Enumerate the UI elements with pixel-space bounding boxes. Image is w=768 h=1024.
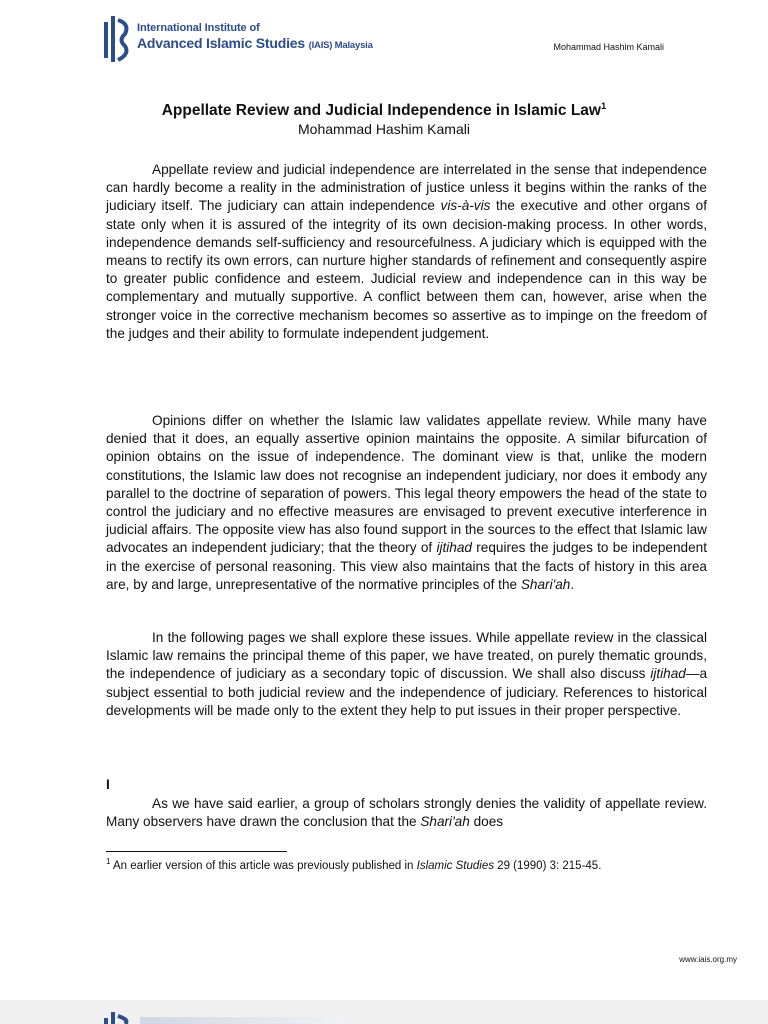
p1-italic: vis-à-vis	[440, 198, 491, 214]
p2-text-c: requires the judges to be independent in the exercise of personal reasoning. This view also maintains that the facts of history in this area are, by and large, unrepresentative of the normative principles of the	[106, 540, 707, 592]
p2-text-e: .	[570, 576, 575, 592]
p1-text-a: Appellate review and judicial independence are interrelated in the sense that independence can hardly become a reality in the administration of justice unless it begins within the ranks of the judiciary itself. The judiciary can attain independence	[106, 162, 707, 214]
paragraph-3	[106, 629, 707, 720]
iais-logo	[103, 16, 373, 64]
p2-italic-ijtihad: ijtihad	[436, 540, 472, 556]
footnote-italic: Islamic Studies	[416, 859, 494, 872]
footnote-marker: 1	[106, 857, 111, 866]
p4-italic-shariah: Shari'ah	[420, 814, 470, 830]
p3-text-c: —a subject essential to both judicial review and the independence of judiciary. References to historical developments will be made only to the extent they help to put issues in their proper perspective.	[106, 666, 707, 718]
footnote-text-c: 29 (1990) 3: 215-45.	[493, 859, 602, 872]
section-heading: I	[106, 777, 110, 792]
paragraph-4	[106, 795, 707, 831]
title-text: Appellate Review and Judicial Independence in Islamic Law	[161, 102, 601, 120]
p3-text-a: In the following pages we shall explore these issues. While appellate review in the classical Islamic law remains the principal theme of this paper, we have treated, on purely thematic grounds, the independence of judiciary as a secondary topic of discussion. We shall also discuss	[106, 630, 707, 682]
header-author: Mohammad Hashim Kamali	[553, 42, 664, 52]
p1-text-c: the executive and other organs of state only when it is assured of the integrity of its own decision-making process. In other words, independence demands self-sufficiency and resourcefulness. A judiciary which is equipped with the means to rectify its own errors, can nurture higher standards of refinement and consequently aspire to greater public confidence and esteem. Judicial review and independence can in this way be complementary and mutually supportive. A conflict between them can, however, arise when the stronger voice in the corrective mechanism becomes so assertive as to impinge on the freedom of the judges and their ability to formulate independent judgement.	[106, 198, 707, 341]
paragraph-1	[106, 161, 707, 343]
p2-italic-shariah: Shari'ah	[520, 576, 571, 592]
document-title	[0, 101, 768, 120]
logo-text-line2	[137, 35, 373, 51]
title-footnote-ref: 1	[601, 101, 607, 112]
footnote-divider	[106, 851, 287, 852]
next-page-logo-icon	[103, 1012, 131, 1024]
p4-text-c: does	[469, 814, 504, 830]
footer-website: www.iais.org.my	[679, 955, 737, 964]
paragraph-2	[106, 412, 707, 594]
iais-logo-mark-icon	[103, 16, 131, 62]
document-author: Mohammad Hashim Kamali	[298, 121, 470, 137]
footnote-text-a: An earlier version of this article was previously published in	[110, 859, 417, 872]
p3-italic-ijtihad: ijtihad	[650, 666, 686, 682]
logo-text-main: Advanced Islamic Studies	[137, 35, 309, 51]
logo-text-small: (IAIS) Malaysia	[308, 40, 373, 51]
p4-text-a: As we have said earlier, a group of scholars strongly denies the validity of appellate review. Many observers have drawn the conclusion that the	[106, 796, 707, 830]
logo-text-line1: International Institute of	[137, 22, 260, 34]
next-page-logo-text	[140, 1017, 340, 1024]
p2-text-a: Opinions differ on whether the Islamic law validates appellate review. While many have denied that it does, an equally assertive opinion maintains the opposite. A similar bifurcation of opinion obtains on the issue of independence. The dominant view is that, unlike the modern constitutions, the Islamic law does not recognise an independent judiciary, nor does it embody any parallel to the doctrine of separation of powers. This legal theory empowers the head of the state to control the judiciary and no effective measures are envisaged to prevent executive interference in judicial affairs. The opposite view has also found support in the sources to the effect that Islamic law advocates an independent judiciary; that the theory of	[106, 413, 707, 556]
footnote	[106, 857, 601, 872]
